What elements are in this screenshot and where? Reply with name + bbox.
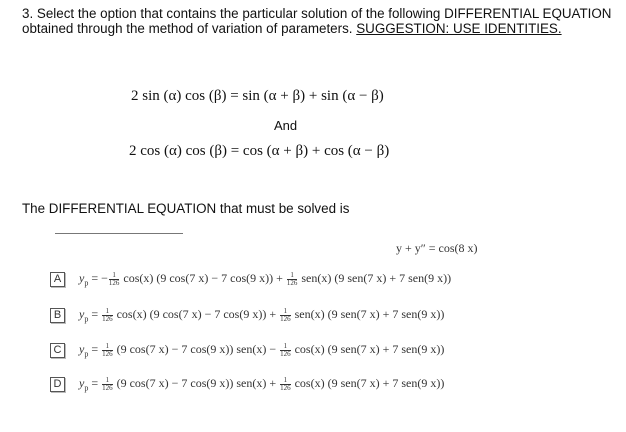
- option-b[interactable]: [50, 304, 444, 326]
- question-text: [22, 6, 612, 37]
- differential-equation: y + y″ = cos(8 x): [396, 241, 478, 255]
- suggestion-text: SUGGESTION: USE IDENTITIES.: [356, 21, 562, 37]
- option-c-expression: $y_p$ = $\frac{1}{126}$ (9 cos(7 x) − 7 cos(9 x)) sen(x) − $\frac{1}{126}$ cos(x) (9 sen(7 x) + 7 sen(9 x)): [79, 341, 445, 359]
- and-label: And: [274, 118, 298, 133]
- option-b-box[interactable]: B: [50, 308, 65, 323]
- option-d-expression: $y_p$ = $\frac{1}{126}$ (9 cos(7 x) − 7 cos(9 x)) sen(x) + $\frac{1}{126}$ cos(x) (9 sen(7 x) + 7 sen(9 x)): [79, 375, 445, 393]
- option-c-box[interactable]: C: [50, 343, 65, 358]
- identity-sine: 2 sin (α) cos (β) = sin (α + β) + sin (α − β): [131, 88, 384, 104]
- option-b-expression: $y_p$ = $\frac{1}{126}$ cos(x) (9 cos(7 x) − 7 cos(9 x)) + $\frac{1}{126}$ sen(x) (9 sen(7 x) + 7 sen(9 x)): [79, 306, 445, 324]
- option-a-expression: $y_p$ = − $\frac{1}{126}$ cos(x) (9 cos(7 x) − 7 cos(9 x)) + $\frac{1}{126}$ sen(x) (9 sen(7 x) + 7 sen(9 x)): [79, 270, 452, 288]
- option-c[interactable]: [50, 339, 444, 361]
- option-d[interactable]: [50, 373, 444, 395]
- option-d-box[interactable]: D: [50, 377, 65, 392]
- intro-text: The DIFFERENTIAL EQUATION that must be solved is: [22, 201, 350, 216]
- redacted-line: [55, 231, 183, 235]
- option-a-box[interactable]: A: [50, 272, 65, 287]
- option-a[interactable]: [50, 268, 451, 290]
- question-body: 3. Select the option that contains the particular solution of the following DIFFERENTIAL EQUATION obtained through the method of variation of parameters.: [22, 6, 612, 37]
- identity-cosine: 2 cos (α) cos (β) = cos (α + β) + cos (α − β): [129, 143, 390, 159]
